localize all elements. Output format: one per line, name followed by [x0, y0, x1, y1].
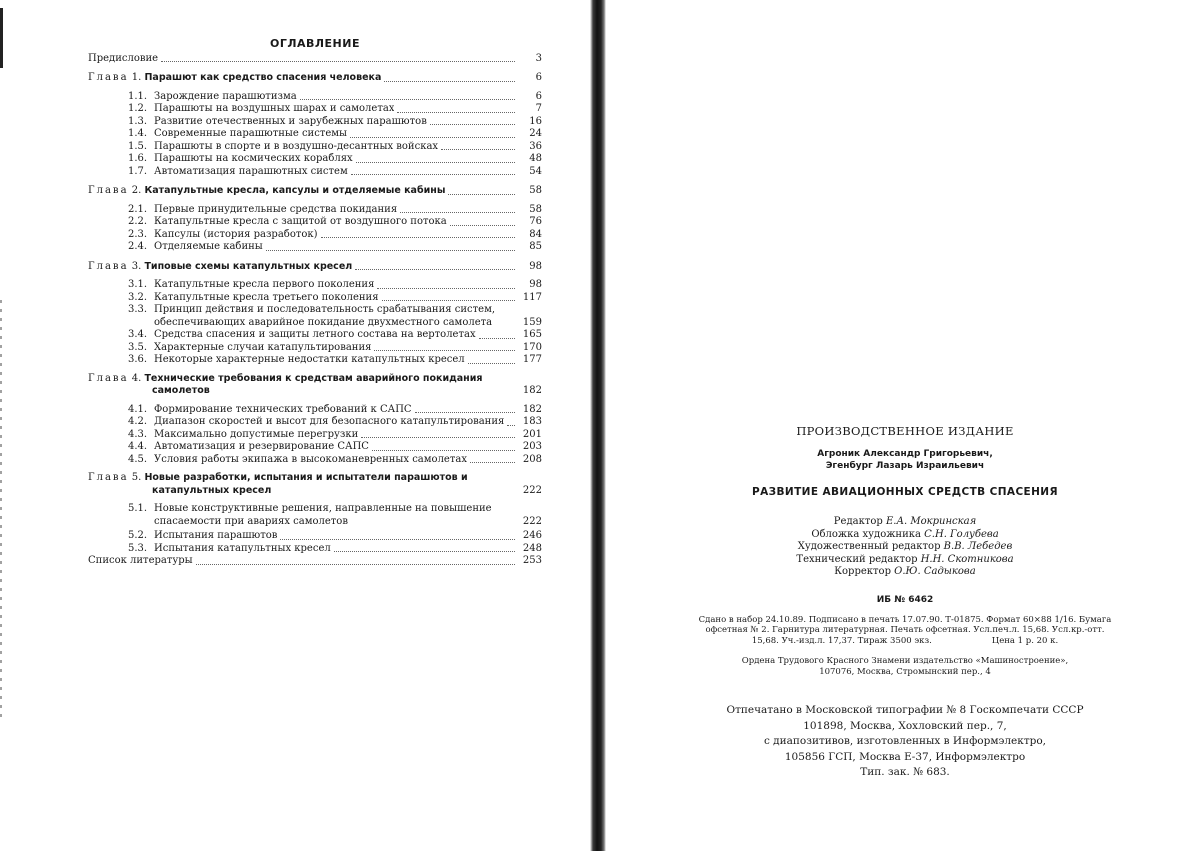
toc-section: 5.1. Новые конструктивные решения, направленные на повышение спасаемости при авариях самолетов 222: [128, 503, 542, 527]
toc-chapter-2: Глава 2. Катапультные кресла, капсулы и отделяемые кабины 58: [88, 185, 542, 196]
toc-section: 3.2. Катапультные кресла третьего поколения 117: [128, 291, 542, 303]
toc-section: 3.5. Характерные случаи катапультирования 170: [128, 341, 542, 353]
toc-chapter-4: Глава 4. Технические требования к средствам аварийного покидания самолетов 182: [88, 372, 542, 396]
toc-section: 1.3. Развитие отечественных и зарубежных парашютов 16: [128, 115, 542, 127]
toc-section: 1.1. Зарождение парашютизма 6: [128, 90, 542, 102]
toc-section: 1.5. Парашюты в спорте и в воздушно-десантных войсках 36: [128, 140, 542, 152]
print-specs: Сдано в набор 24.10.89. Подписано в печать 17.07.90. Т-01875. Формат 60×88 1/16. Бумага офсетная № 2. Гарнитура литературная. Печать офсетная. Усл.печ.л. 15,68. Усл.кр.-отт. 15,68. Уч.-изд.л. 17,37. Тираж 3500 экз. Цена 1 р. 20 к.: [698, 614, 1112, 646]
toc-section: 4.5. Условия работы экипажа в высокоманевренных самолетах 208: [128, 453, 542, 465]
printer: Отпечатано в Московской типографии № 8 Госкомпечати СССР 101898, Москва, Хохловский пер., 7, с диапозитивов, изготовленных в Информэлектро, 105856 ГСП, Москва Е-37, Информэлектро Тип. зак. № 683.: [726, 704, 1084, 778]
toc-section: 2.3. Капсулы (история разработок) 84: [128, 228, 542, 240]
toc-section: 3.1. Катапультные кресла первого поколения 98: [128, 279, 542, 290]
imprint: [660, 424, 1150, 781]
toc-section: 5.3. Испытания катапультных кресел 248: [128, 542, 542, 554]
table-of-contents: [88, 38, 542, 568]
toc-references: Список литературы 253: [88, 555, 542, 566]
toc-section: 1.4. Современные парашютные системы 24: [128, 128, 542, 139]
book-gutter: [590, 0, 606, 851]
toc-section: 3.6. Некоторые характерные недостатки катапультных кресел 177: [128, 354, 542, 365]
scan-edge: [0, 8, 3, 68]
toc-section: 3.3. Принцип действия и последовательность срабатывания систем, обеспечивающих аварийное покидание двухместного самолета 159: [128, 304, 542, 328]
toc-section: 4.3. Максимально допустимые перегрузки 201: [128, 428, 542, 440]
toc-chapter-1: Глава 1. Парашют как средство спасения человека 6: [88, 72, 542, 83]
toc-section: 4.2. Диапазон скоростей и высот для безопасного катапультирования 183: [128, 416, 542, 427]
toc-chapter-3: Глава 3. Типовые схемы катапультных кресел 98: [88, 260, 542, 272]
publisher: Ордена Трудового Красного Знамени издательство «Машиностроение», 107076, Москва, Стромынский пер., 4: [741, 656, 1069, 677]
toc-section: 1.7. Автоматизация парашютных систем 54: [128, 165, 542, 177]
toc-preface: Предисловие 3: [88, 52, 542, 64]
toc-section: 1.2. Парашюты на воздушных шарах и самолетах 7: [128, 103, 542, 114]
ib-number: ИБ № 6462: [876, 594, 934, 605]
toc-chapter-5: Глава 5. Новые разработки, испытания и испытатели парашютов и катапультных кресел 222: [88, 472, 542, 496]
credits: Редактор Е.А. Мокринская Обложка художника С.Н. Голубева Художественный редактор В.В. Лебедев Технический редактор Н.Н. Скотникова Корректор О.Ю. Садыкова: [796, 516, 1014, 577]
toc-section: 2.2. Катапультные кресла с защитой от воздушного потока 76: [128, 216, 542, 227]
toc-title: ОГЛАВЛЕНИЕ: [270, 37, 360, 50]
toc-section: 4.4. Автоматизация и резервирование САПС 203: [128, 441, 542, 452]
toc-section: 4.1. Формирование технических требований к САПС 182: [128, 403, 542, 415]
toc-section: 3.4. Средства спасения и защиты летного состава на вертолетах 165: [128, 329, 542, 340]
book-title: РАЗВИТИЕ АВИАЦИОННЫХ СРЕДСТВ СПАСЕНИЯ: [752, 486, 1058, 498]
toc-section: 1.6. Парашюты на космических кораблях 48: [128, 153, 542, 164]
toc-section: 2.1. Первые принудительные средства покидания 58: [128, 203, 542, 215]
price: Цена 1 р. 20 к.: [991, 635, 1059, 646]
toc-section: 2.4. Отделяемые кабины 85: [128, 241, 542, 252]
toc-section: 5.2. Испытания парашютов 246: [128, 530, 542, 541]
scan-edge-noise: [0, 300, 2, 720]
authors: Агроник Александр Григорьевич, Эгенбург Лазарь Израильевич: [817, 449, 993, 471]
edition-kind: ПРОИЗВОДСТВЕННОЕ ИЗДАНИЕ: [796, 424, 1014, 438]
